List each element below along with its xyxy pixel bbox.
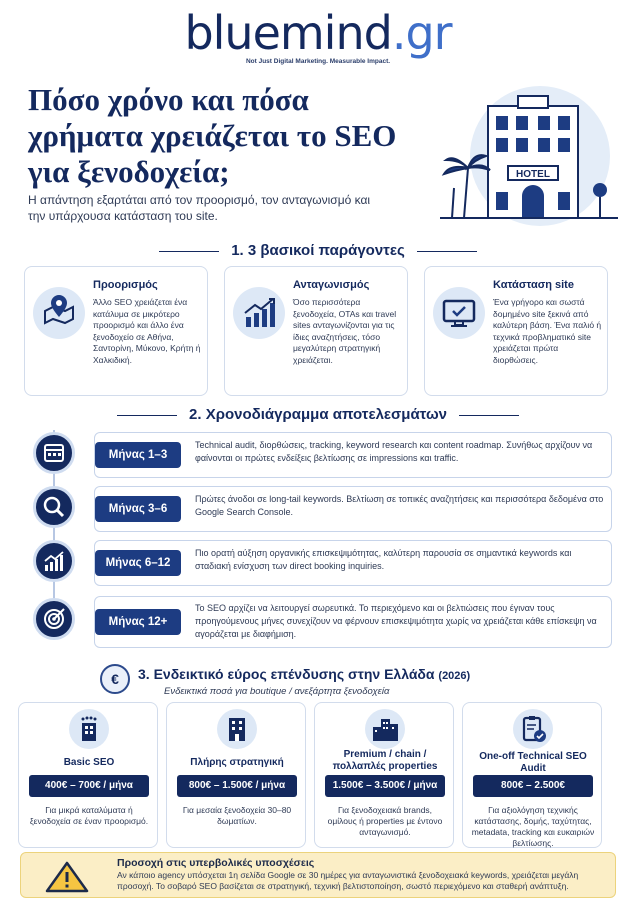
trend-up-icon [33, 540, 75, 582]
investment-year: (2026) [438, 670, 471, 682]
timeline-text: Πρώτες άνοδοι σε long-tail keywords. Βελτίωση σε τοπικές αναζητήσεις και περισσότερα δεδομένα στο Google Search Console. [195, 494, 604, 517]
factor-card-destination [24, 266, 208, 396]
package-description: Για μεσαία ξενοδοχεία 30–80 δωματίων. [182, 805, 292, 826]
brand-tagline: Not Just Digital Marketing. Measurable Impact. [245, 58, 391, 65]
timeline-text: Πιο ορατή αύξηση οργανικής επισκεψιμότητας, καλύτερη παρουσία σε σημαντικά keywords και σταδιακή ενίσχυση των direct booking inquiries. [195, 548, 572, 571]
timeline-badge: Μήνας 12+ [95, 609, 181, 635]
warning-title: Προσοχή στις υπερβολικές υποσχέσεις [117, 857, 315, 869]
growth-chart-icon [233, 287, 285, 339]
factor-card-competition [224, 266, 408, 396]
package-description: Για ξενοδοχειακά brands, ομίλους ή properties με έντονο ανταγωνισμό. [327, 805, 443, 837]
package-card [18, 702, 158, 848]
target-icon [33, 598, 75, 640]
timeline-item [94, 432, 612, 478]
page-title: Πόσο χρόνο και πόσα χρήματα χρειάζεται το SEO για ξενοδοχεία; [28, 82, 397, 189]
package-name: Premium / chain / πολλαπλές properties [332, 749, 438, 772]
timeline-badge: Μήνας 1–3 [95, 442, 181, 468]
timeline-heading: 2. Χρονοδιάγραμμα αποτελεσμάτων [0, 406, 636, 423]
factor-text: Άλλο SEO χρειάζεται ένα κατάλυμα σε μικρότερο προορισμό και άλλο ένα ξενοδοχείο σε Αθήνα, Σαντορίνη, Μύκονο, Κρήτη ή Χαλκιδική. [93, 297, 201, 365]
page-subtitle: Η απάντηση εξαρτάται από τον προορισμό, τον ανταγωνισμό και την υπάρχουσα κατάσταση του site. [28, 193, 371, 223]
factors-heading: 1. 3 βασικοί παράγοντες [0, 242, 636, 259]
package-description: Για αξιολόγηση τεχνικής κατάστασης, δομής, ταχύτητας, metadata, tracking και ευκαιριών βελτίωσης. [471, 805, 595, 848]
factor-card-site-status [424, 266, 608, 396]
package-card [166, 702, 306, 848]
package-price: 400€ – 700€ / μήνα [29, 775, 149, 797]
package-name: One-off Technical SEO Audit [479, 751, 587, 774]
timeline-item [94, 540, 612, 586]
package-price: 1.500€ – 3.500€ / μήνα [325, 775, 445, 797]
building-icon [217, 709, 257, 749]
hotel-stars-icon [69, 709, 109, 749]
brand-name: bluemind [184, 6, 392, 60]
investment-heading: 3. Ενδεικτικό εύρος επένδυσης στην Ελλάδα (2026) [138, 666, 471, 682]
warning-text: Αν κάποιο agency υπόσχεται 1η σελίδα Google σε 30 ημέρες για ανταγωνιστικά ξενοδοχειακά keywords, χρειάζεται μεγάλη προσοχή. Το σοβαρό SEO βασίζεται σε στρατηγική, τεχνική βελτιστοποίηση, σωστό περιεχόμενο και σταθερή ανάπτυξη. [117, 870, 579, 891]
factor-title: Προορισμός [93, 279, 158, 291]
warning-banner [20, 852, 616, 898]
timeline-item [94, 596, 612, 648]
factor-title: Κατάσταση site [493, 279, 574, 291]
factor-title: Ανταγωνισμός [293, 279, 370, 291]
package-card [314, 702, 454, 848]
warning-triangle-icon [45, 861, 89, 893]
hotel-illustration [440, 76, 618, 226]
timeline-item [94, 486, 612, 532]
map-pin-icon [33, 287, 85, 339]
timeline-text: Το SEO αρχίζει να λειτουργεί σωρευτικά. Το περιεχόμενο και οι βελτιώσεις που έγιναν τους προηγούμενους μήνες συνεχίζουν να φέρνουν επισκεψιμότητα χωρίς να χρειάζεται κάθε επίσκεψη να αγοράζεται με διαφήμιση. [195, 603, 597, 639]
magnifier-icon [33, 486, 75, 528]
investment-subheading: Ενδεικτικά ποσά για boutique / ανεξάρτητα ξενοδοχεία [164, 686, 390, 697]
euro-icon: € [100, 664, 130, 694]
factor-text: Ένα γρήγορο και σωστά δομημένο site ξεκινά από καλύτερη βάση. Ένα παλιό ή τεχνικά προβληματικό site χρειάζεται πρώτα διορθώσεις. [493, 297, 602, 365]
brand-logo [0, 6, 636, 60]
timeline-badge: Μήνας 3–6 [95, 496, 181, 522]
hotel-sign: HOTEL [516, 169, 550, 180]
clipboard-check-icon [513, 709, 553, 749]
package-card [462, 702, 602, 848]
package-name: Πλήρης στρατηγική [190, 757, 284, 768]
timeline-badge: Μήνας 6–12 [95, 550, 181, 576]
monitor-check-icon [433, 287, 485, 339]
calendar-icon [33, 432, 75, 474]
timeline-text: Technical audit, διορθώσεις, tracking, keyword research και content roadmap. Συνήθως αρχίζουν να φαίνονται οι πρώτες ενδείξεις βελτίωσης σε impressions και traffic. [195, 440, 593, 463]
package-name: Basic SEO [63, 757, 115, 768]
factor-text: Όσο περισσότερα ξενοδοχεία, OTAs και travel sites ανταγωνίζονται για τις ίδιες αναζητήσεις, τόσο μεγαλύτερη στρατηγική χρειάζεται. [293, 297, 397, 365]
city-icon [365, 709, 405, 749]
package-price: 800€ – 1.500€ / μήνα [177, 775, 297, 797]
package-price: 800€ – 2.500€ [473, 775, 593, 797]
package-description: Για μικρά καταλύματα ή ξενοδοχεία σε έναν προορισμό. [29, 805, 149, 826]
brand-domain: .gr [391, 6, 452, 60]
